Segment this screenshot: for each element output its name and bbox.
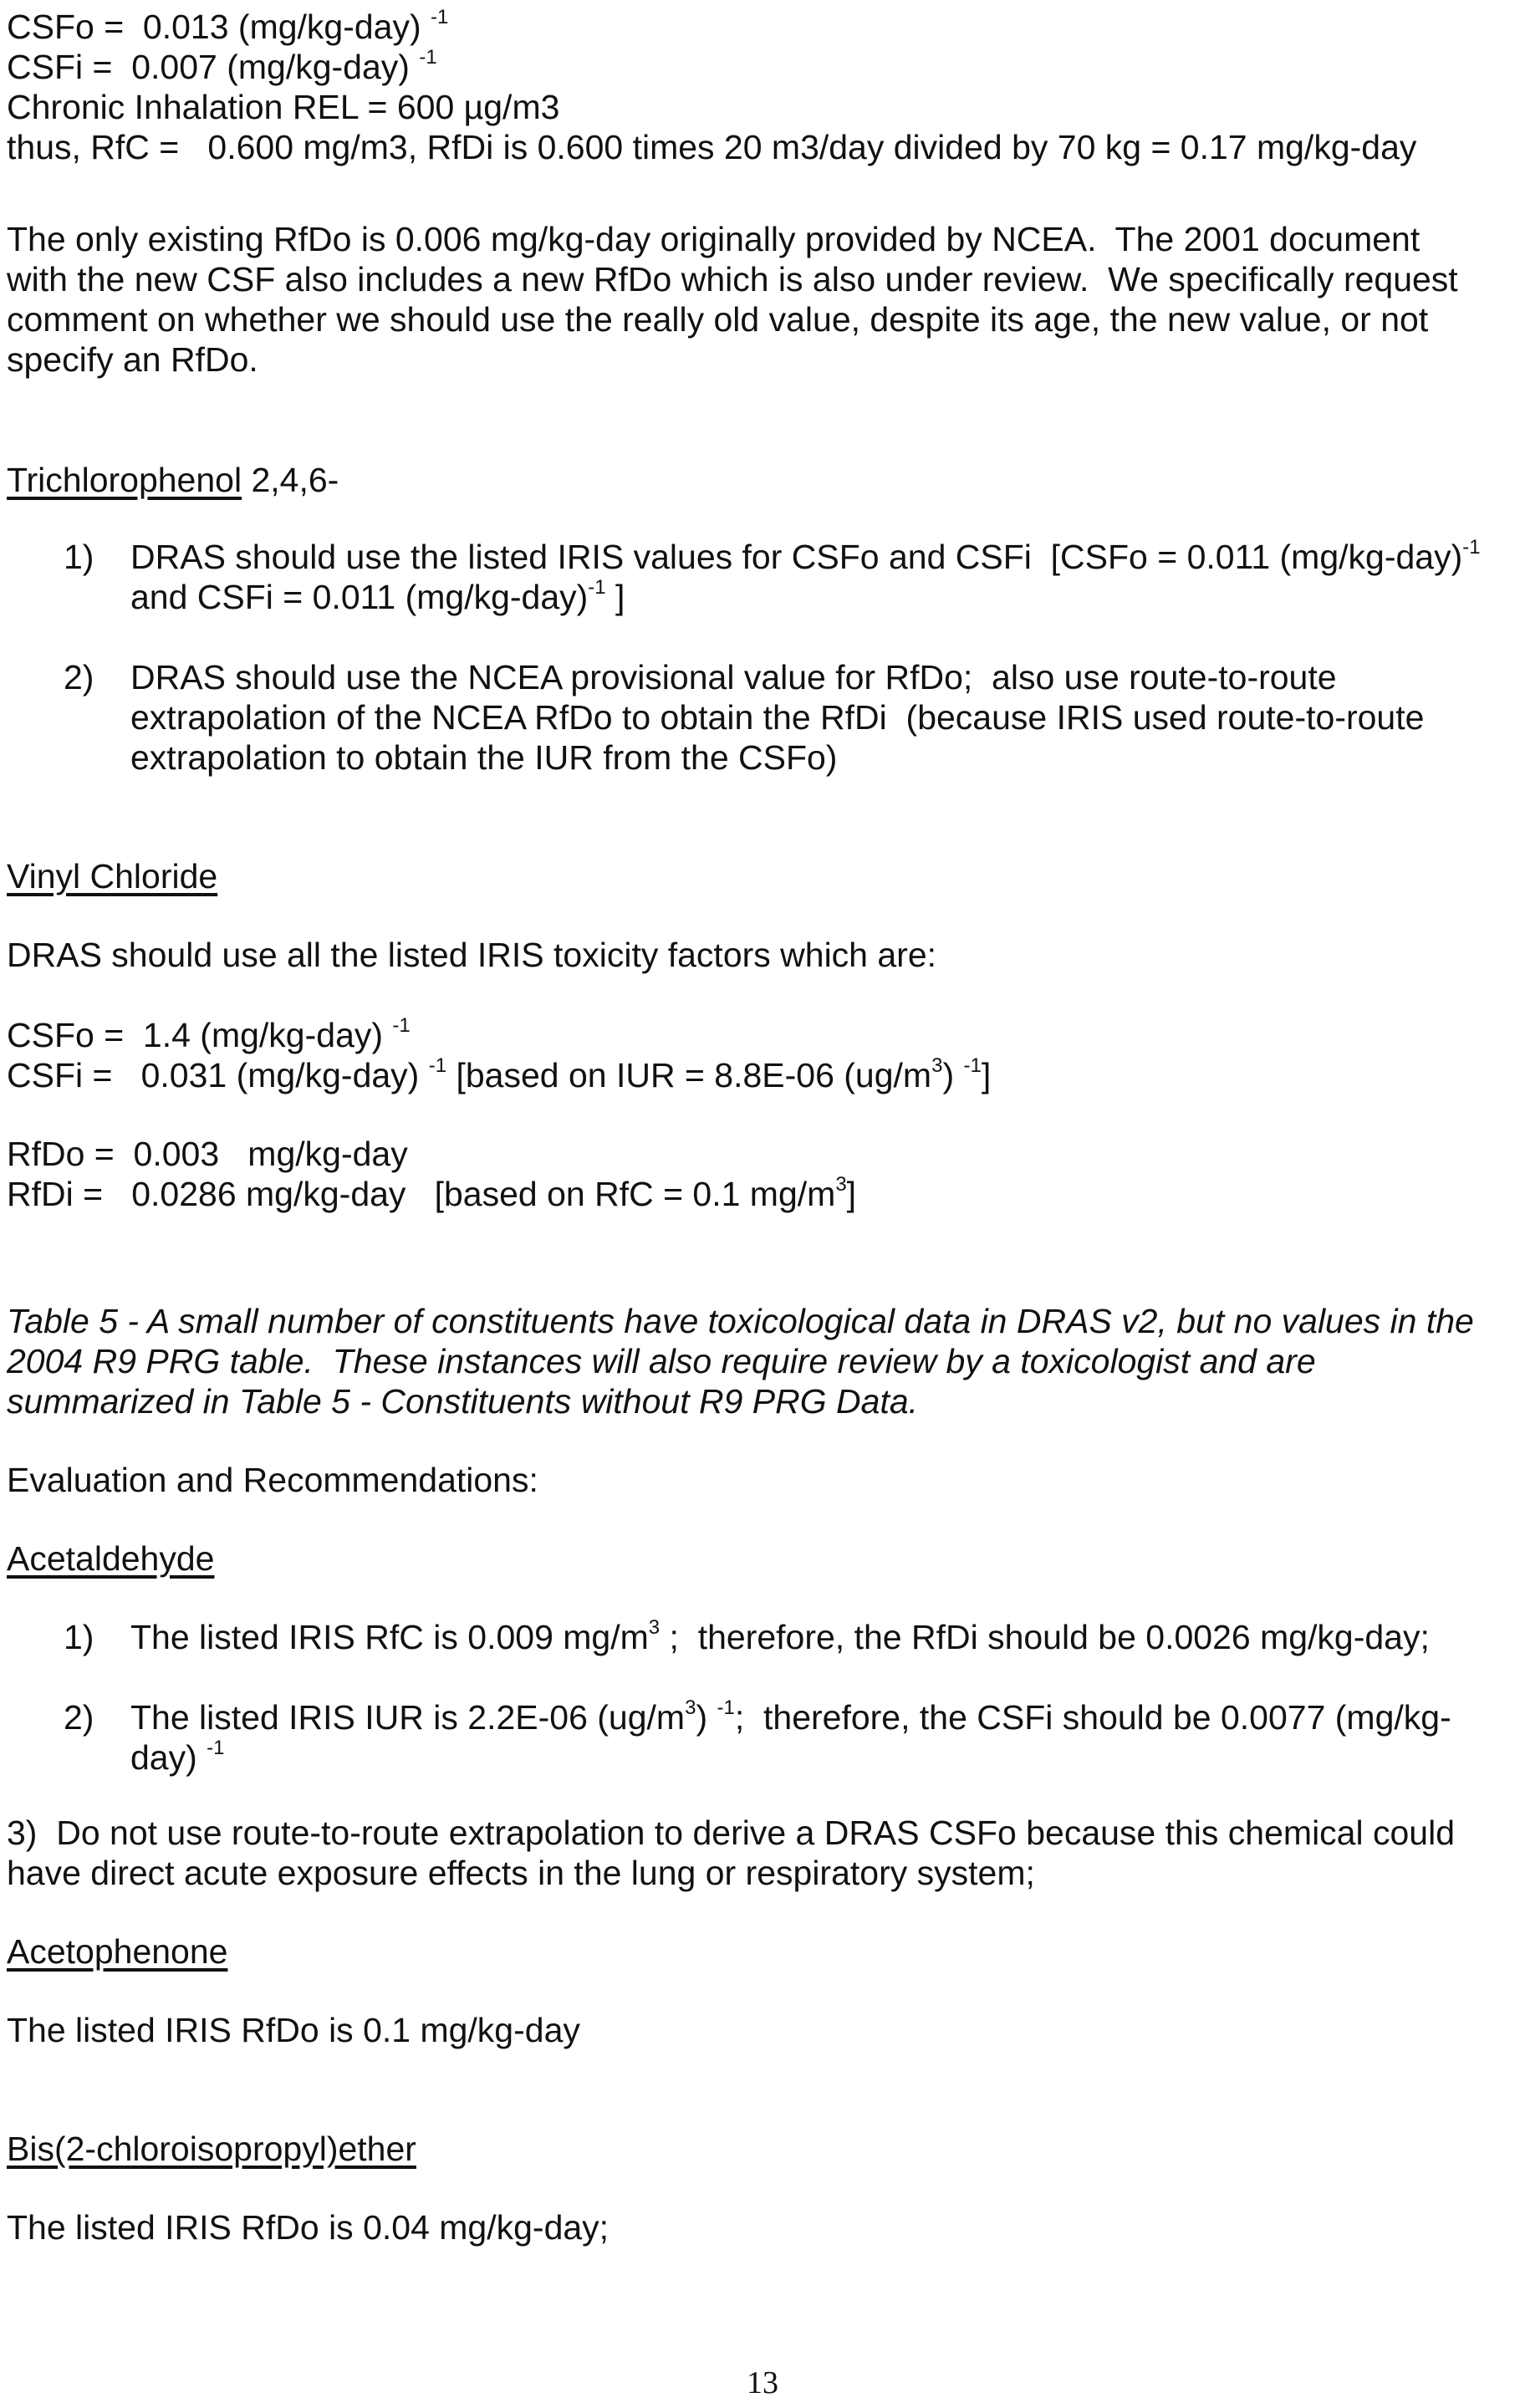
list-item — [64, 1697, 1502, 1778]
vinyl-chloride-csf — [7, 1015, 1512, 1095]
thus-line: thus, RfC = 0.600 mg/m3, RfDi is 0.600 times 20 m3/day divided by 70 kg = 0.17 mg/kg-day — [7, 128, 1417, 166]
csfo-text: CSFo = 0.013 (mg/kg-day) — [7, 8, 431, 46]
exponent: 3 — [648, 1616, 660, 1639]
vinyl-chloride-heading: Vinyl Chloride — [7, 857, 218, 895]
table5-note — [7, 1301, 1512, 1421]
rel-line: Chronic Inhalation REL = 600 µg/m3 — [7, 88, 560, 126]
acetaldehyde-item3 — [7, 1813, 1512, 1893]
bis-ether-text: The listed IRIS RfDo is 0.04 mg/kg-day; — [7, 2208, 609, 2247]
item-number: 1) — [64, 1618, 94, 1656]
rfdi-line: RfDi = 0.0286 mg/kg-day [based on RfC = 0.1 $mg/m^3$] — [7, 1173, 857, 1213]
trichlorophenol-suffix: 2,4,6- — [242, 461, 339, 499]
acetaldehyde-list — [64, 1617, 1502, 1778]
paragraph-line: The only existing RfDo is 0.006 mg/kg-day originally provided by NCEA. The 2001 document — [7, 220, 1420, 258]
item-line: The listed IRIS IUR is 2.2E-06 $(ug/m^3)$ $^{-1}$; therefore, the CSFi should be 0.0077 (mg/kg- — [130, 1696, 1451, 1737]
acetaldehyde-heading: Acetaldehyde — [7, 1539, 215, 1578]
list-item — [64, 1617, 1502, 1657]
page-number: 13 — [747, 2365, 778, 2400]
acetophenone-text: The listed IRIS RfDo is 0.1 mg/kg-day — [7, 2011, 580, 2049]
item-line: DRAS should use the listed IRIS values for CSFo and CSFi [CSFo = 0.011 $(mg/kg-day)^{-1}$ — [130, 536, 1481, 576]
acetophenone-heading: Acetophenone — [7, 1932, 228, 1971]
paragraph-line: with the new CSF also includes a new RfDo which is also under review. We specifically request — [7, 260, 1458, 298]
exponent: -1 — [428, 1054, 447, 1077]
csfo-line — [7, 7, 1512, 47]
paragraph-line: 3) Do not use route-to-route extrapolation to derive a DRAS CSFo because this chemical could — [7, 1814, 1455, 1852]
item-number: 2) — [64, 1698, 94, 1737]
item-line: extrapolation to obtain the IUR from the CSFo) — [130, 738, 838, 777]
evaluation-heading: Evaluation and Recommendations: — [7, 1461, 538, 1499]
item-line: The listed IRIS RfC is 0.009 $mg/m^3$ ; therefore, the RfDi should be 0.0026 mg/kg-day; — [130, 1616, 1430, 1656]
note-line: summarized in Table 5 - Constituents without R9 PRG Data. — [7, 1382, 919, 1421]
item-number: 2) — [64, 658, 94, 696]
exponent: -1 — [392, 1014, 411, 1037]
item-line: and CSFi = 0.011 $(mg/kg-day)^{-1}$ ] — [130, 576, 625, 616]
exponent: 3 — [931, 1054, 943, 1077]
paragraph-line: have direct acute exposure effects in the lung or respiratory system; — [7, 1854, 1035, 1892]
exponent: 3 — [685, 1696, 696, 1719]
item-number: 1) — [64, 538, 94, 576]
trichlorophenol-heading-line — [7, 460, 1512, 500]
csfi-exponent: -1 — [419, 46, 437, 69]
trichlorophenol-list — [64, 537, 1502, 778]
item-line: DRAS should use the NCEA provisional value for RfDo; also use route-to-route — [130, 658, 1337, 696]
csfi-line: CSFi = 0.031 (mg/kg-day) $^{-1}$ [based on IUR = 8.8E-06 $(ug/m^3)$ $^{-1}$] — [7, 1054, 992, 1094]
rfdo-line: RfDo = 0.003 mg/kg-day — [7, 1135, 408, 1173]
vinyl-chloride-section — [7, 856, 1512, 896]
paragraph-line: comment on whether we should use the really old value, despite its age, the new value, or not — [7, 300, 1429, 339]
item-line: day) $^{-1}$ — [130, 1737, 225, 1777]
acetophenone-section — [7, 1931, 1512, 1972]
vinyl-chloride-rfd — [7, 1134, 1512, 1214]
acetaldehyde-section — [7, 1538, 1512, 1579]
csfo-exponent: -1 — [431, 6, 449, 28]
exponent: -1 — [717, 1696, 735, 1719]
exponent: -1 — [588, 576, 606, 599]
exponent: 3 — [835, 1173, 847, 1196]
exponent: -1 — [963, 1054, 982, 1077]
vinyl-chloride-intro: DRAS should use all the listed IRIS toxicity factors which are: — [7, 936, 937, 974]
csfi-line — [7, 47, 1512, 87]
list-item — [64, 537, 1502, 617]
exponent: -1 — [207, 1737, 225, 1759]
bis-ether-heading: Bis(2-chloroisopropyl)ether — [7, 2130, 416, 2168]
exponent: -1 — [1462, 536, 1481, 559]
csfo-line: CSFo = 1.4 (mg/kg-day) $^{-1}$ — [7, 1014, 411, 1054]
item-line: extrapolation of the NCEA RfDo to obtain the RfDi (because IRIS used route-to-route — [130, 698, 1425, 737]
paragraph-line: specify an RfDo. — [7, 340, 258, 379]
note-line: 2004 R9 PRG table. These instances will also require review by a toxicologist and are — [7, 1342, 1316, 1380]
trichlorophenol-heading: Trichlorophenol — [7, 461, 242, 499]
csf-block — [7, 7, 1512, 167]
list-item — [64, 657, 1502, 778]
bis-ether-section — [7, 2129, 1512, 2169]
rfdo-paragraph — [7, 219, 1512, 380]
csfi-text: CSFi = 0.007 (mg/kg-day) — [7, 48, 420, 86]
note-line: Table 5 - A small number of constituents have toxicological data in DRAS v2, but no values in the — [7, 1302, 1474, 1340]
